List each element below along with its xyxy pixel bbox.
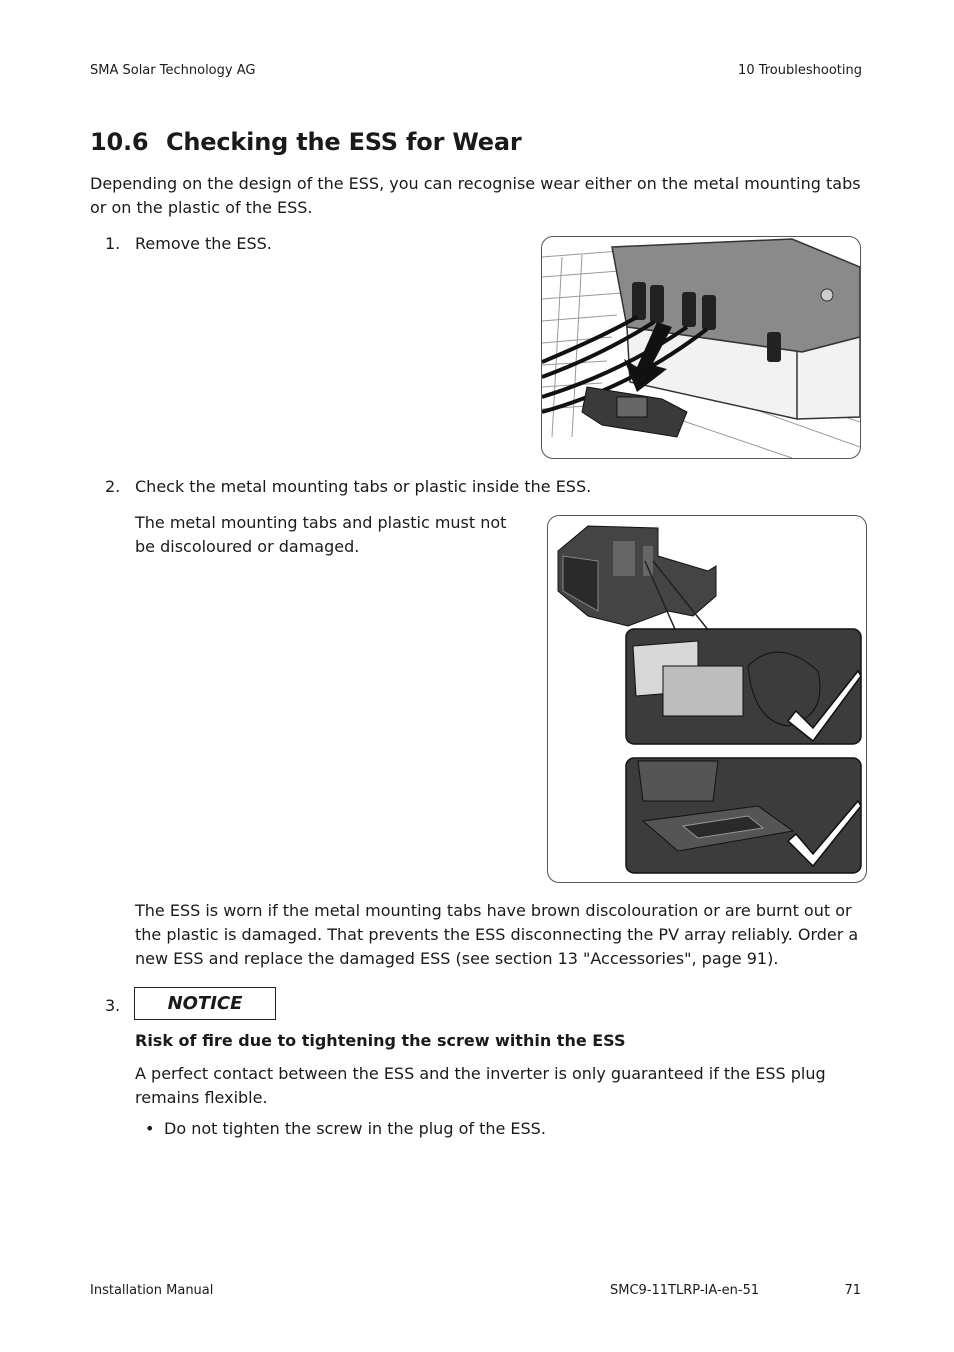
step-explanation: The ESS is worn if the metal mounting tabs have brown discolouration or are burnt out or the plastic is damaged. That prevents the ESS disconnecting the PV array reliably. Order a new ESS and replace the damaged ESS (see section 13 "Accessories", page 91).	[135, 901, 859, 968]
notice-label: NOTICE	[134, 987, 276, 1020]
header-left: SMA Solar Technology AG	[90, 63, 256, 78]
check-ess-illustration	[548, 516, 866, 882]
remove-ess-illustration	[542, 237, 860, 458]
step-text: Remove the ESS.	[135, 234, 272, 253]
page-number: 71	[844, 1283, 861, 1298]
risk-title: Risk of fire due to tightening the screw within the ESS	[135, 1031, 626, 1050]
section-heading	[90, 128, 522, 156]
figure-remove-ess	[541, 236, 861, 459]
bullet-text: Do not tighten the screw in the plug of the ESS.	[164, 1119, 546, 1138]
section-title: Checking the ESS for Wear	[166, 128, 522, 156]
risk-text: A perfect contact between the ESS and the inverter is only guaranteed if the ESS plug remains flexible.	[135, 1064, 826, 1107]
header-right: 10 Troubleshooting	[738, 63, 862, 78]
intro-paragraph: Depending on the design of the ESS, you can recognise wear either on the metal mounting tabs or on the plastic of the ESS.	[90, 174, 861, 217]
figure-check-ess	[547, 515, 867, 883]
footer-left: Installation Manual	[90, 1283, 214, 1298]
step-note: The metal mounting tabs and plastic must not be discoloured or damaged.	[135, 513, 507, 556]
section-number: 10.6	[90, 128, 149, 156]
step-number: 3.	[105, 996, 121, 1015]
footer-doc-id: SMC9-11TLRP-IA-en-51	[610, 1283, 760, 1298]
step-number: 2.	[105, 477, 121, 496]
step-text: Check the metal mounting tabs or plastic inside the ESS.	[135, 477, 592, 496]
step-number: 1.	[105, 234, 121, 253]
bullet-dot: •	[145, 1119, 155, 1138]
